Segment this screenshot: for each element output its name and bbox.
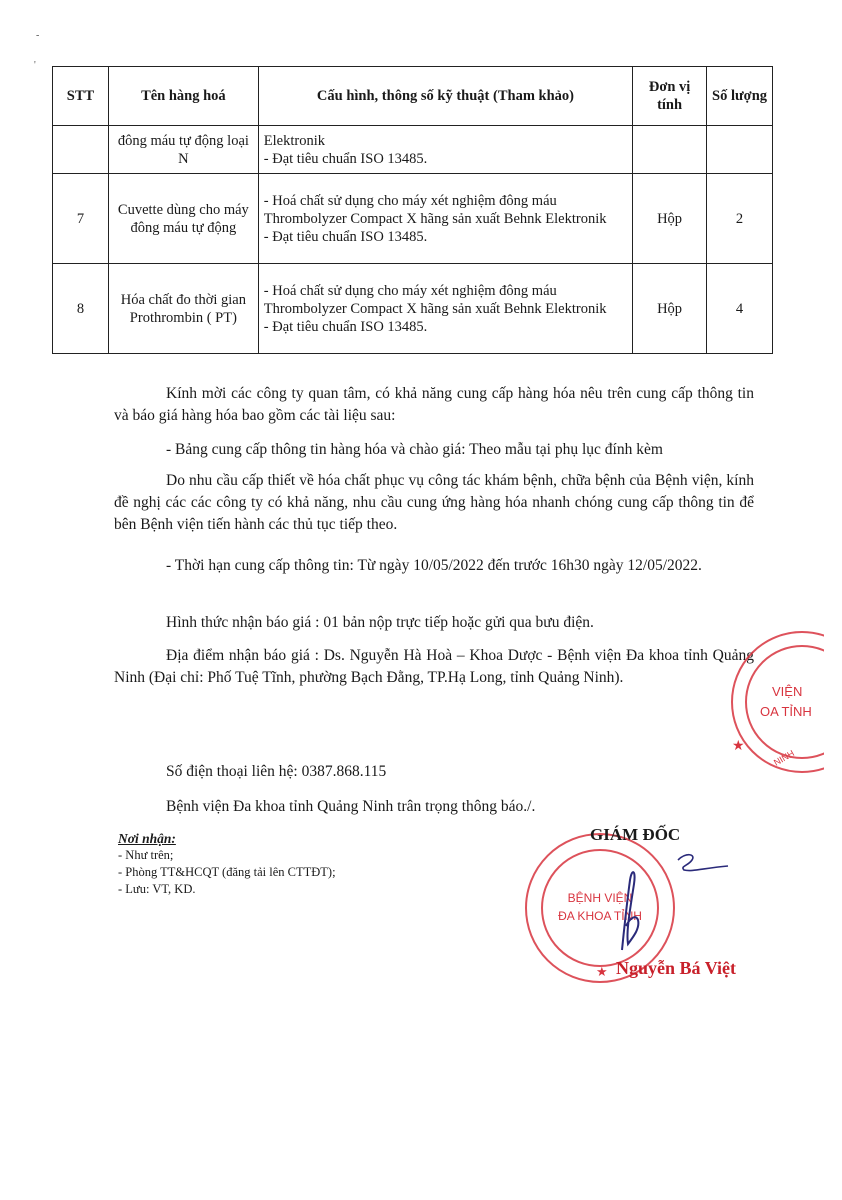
cell-qty: 4	[707, 264, 773, 354]
paragraph-location: Địa điểm nhận báo giá : Ds. Nguyễn Hà Hoà – Khoa Dược - Bệnh viện Đa khoa tỉnh Quảng Ninh (Đại chỉ: Phố Tuệ Tĩnh, phường Bạch Đằng, TP.Hạ Long, tỉnh Quảng Ninh).	[114, 647, 754, 686]
cell-qty: 2	[707, 174, 773, 264]
stamp-text: VIỆN	[772, 684, 803, 699]
cell-qty	[707, 126, 773, 174]
cell-spec	[258, 174, 632, 264]
recipient-item: - Như trên;	[118, 848, 174, 862]
header-unit: Đơn vị tính	[633, 67, 707, 126]
spec-line: - Hoá chất sử dụng cho máy xét nghiệm đông máu Thrombolyzer Compact X hãng sản xuất Behnk Elektronik	[263, 282, 607, 317]
cell-stt: 8	[53, 264, 109, 354]
stamp-text: BỆNH VIỆN	[567, 891, 633, 905]
paragraph-invitation: Kính mời các công ty quan tâm, có khả năng cung cấp hàng hóa nêu trên cung cấp thông tin và báo giá hàng hóa bao gồm các tài liệu sau:	[114, 385, 754, 424]
stamp-text: ĐA KHOA TỈNH	[558, 909, 642, 923]
handwritten-signature	[600, 840, 740, 960]
paragraph-deadline: - Thời hạn cung cấp thông tin: Từ ngày 10/05/2022 đến trước 16h30 ngày 12/05/2022.	[166, 557, 702, 574]
recipients-block	[118, 830, 336, 898]
cell-unit: Hộp	[633, 264, 707, 354]
recipients-heading: Nơi nhận:	[118, 831, 176, 846]
closing-line: Bệnh viện Đa khoa tỉnh Quảng Ninh trân trọng thông báo./.	[166, 798, 536, 815]
goods-table	[52, 66, 773, 354]
spec-line: - Đạt tiêu chuẩn ISO 13485.	[263, 318, 428, 335]
table-row	[53, 174, 773, 264]
table-header-row	[53, 67, 773, 126]
recipient-item: - Lưu: VT, KD.	[118, 882, 196, 896]
scan-mark: -	[36, 30, 40, 41]
cell-name: đông máu tự động loại N	[108, 126, 258, 174]
contact-phone: Số điện thoại liên hệ: 0387.868.115	[166, 763, 387, 780]
header-stt: STT	[53, 67, 109, 126]
header-qty: Số lượng	[707, 67, 773, 126]
paragraph-submission: Hình thức nhận báo giá : 01 bản nộp trực tiếp hoặc gửi qua bưu điện.	[166, 614, 594, 631]
star-icon: ★	[732, 737, 745, 753]
star-icon: ★	[596, 964, 608, 979]
stamp-text: NINH	[772, 748, 797, 768]
cell-name: Hóa chất đo thời gian Prothrombin ( PT)	[108, 264, 258, 354]
signatory-title: GIÁM ĐỐC	[590, 825, 681, 844]
scan-mark: '	[34, 60, 36, 71]
cell-spec	[258, 264, 632, 354]
cell-unit	[633, 126, 707, 174]
spec-line: Elektronik	[263, 132, 326, 149]
cell-stt	[53, 126, 109, 174]
cell-spec	[258, 126, 632, 174]
table-row	[53, 264, 773, 354]
paragraph-request: Do nhu cầu cấp thiết về hóa chất phục vụ công tác khám bệnh, chữa bệnh của Bệnh viện, kính đề nghị các các công ty có khả năng, nhu cầu cung ứng hàng hóa nhanh chóng cung cấp thông tin để bên Bệnh viện tiến hành các thủ tục tiếp theo.	[114, 472, 754, 533]
recipient-item: - Phòng TT&HCQT (đăng tải lên CTTĐT);	[118, 865, 336, 879]
cell-unit: Hộp	[633, 174, 707, 264]
cell-stt: 7	[53, 174, 109, 264]
paragraph-form: - Bảng cung cấp thông tin hàng hóa và chào giá: Theo mẫu tại phụ lục đính kèm	[166, 441, 663, 458]
header-spec: Cấu hình, thông số kỹ thuật (Tham khảo)	[258, 67, 632, 126]
header-name: Tên hàng hoá	[108, 67, 258, 126]
stamp-text: OA TỈNH	[760, 704, 812, 719]
spec-line: - Hoá chất sử dụng cho máy xét nghiệm đông máu Thrombolyzer Compact X hãng sản xuất Behnk Elektronik	[263, 192, 607, 227]
spec-line: - Đạt tiêu chuẩn ISO 13485.	[263, 228, 428, 245]
table-row	[53, 126, 773, 174]
cell-name: Cuvette dùng cho máy đông máu tự động	[108, 174, 258, 264]
signatory-name: Nguyễn Bá Việt	[616, 958, 737, 978]
partial-seal-stamp	[712, 630, 824, 780]
spec-line: - Đạt tiêu chuẩn ISO 13485.	[263, 150, 428, 167]
